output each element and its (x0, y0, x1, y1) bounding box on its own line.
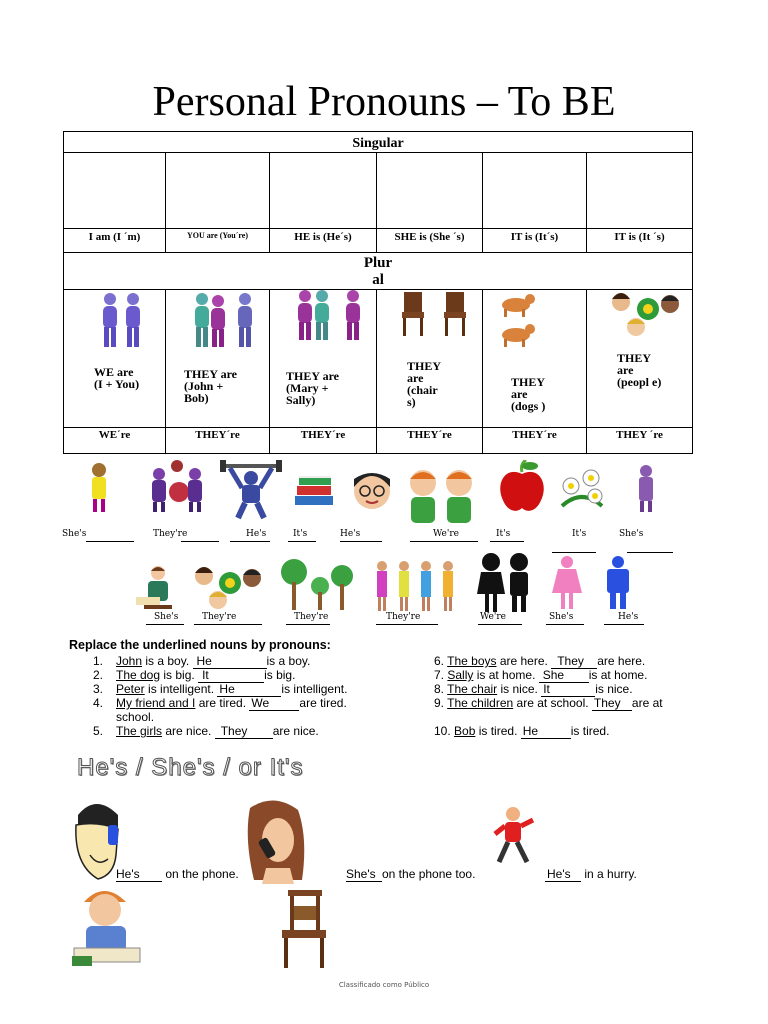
item-text: is tired. (475, 724, 518, 738)
contraction: THEY´re (166, 428, 270, 454)
answer-line (552, 552, 596, 553)
answer-line (146, 624, 184, 625)
singular-image-cell (64, 153, 166, 229)
underlined-noun: Bob (454, 724, 476, 738)
contraction: WE´re (64, 428, 166, 454)
underlined-noun: The children (447, 696, 514, 710)
row2-label: She's (154, 612, 179, 622)
row2-label: They're (294, 612, 329, 622)
answer-line (288, 541, 316, 542)
item-number: 2. (93, 668, 104, 682)
answer-line (230, 541, 270, 542)
answer-line (194, 624, 262, 625)
row2-label: They're (386, 612, 421, 622)
two-people-icon (95, 290, 150, 350)
item-text: is big. (264, 668, 296, 682)
item-text: is nice. (595, 682, 633, 696)
contraction: THEY´re (270, 428, 377, 454)
exercise-item-3 (93, 682, 347, 697)
singular-form: IT is (It ´s) (587, 229, 693, 253)
chair-icon (280, 888, 328, 970)
item-text: is a boy. (266, 654, 311, 668)
item-text: are here. (597, 654, 646, 668)
answer-line (376, 624, 438, 625)
plural-form: THEY are (Mary + Sally) (286, 369, 339, 407)
contraction: THEY ´re (587, 428, 693, 454)
answer-line (604, 624, 644, 625)
exercise-item-10 (434, 724, 609, 739)
row1-label: She's (619, 529, 644, 539)
answer-line (340, 541, 382, 542)
item-number: 3. (93, 682, 104, 696)
sentence-3 (545, 867, 637, 882)
woman-reading-icon (134, 563, 176, 611)
item-text: is big. (160, 668, 195, 682)
singular-image-cell (166, 153, 270, 229)
singular-image-cell (377, 153, 483, 229)
plural-form: WE are (I + You) (94, 365, 140, 391)
answer-line (86, 541, 134, 542)
boy-face-icon (348, 465, 396, 513)
underlined-noun: The boys (447, 654, 497, 668)
twins-icon (405, 465, 477, 525)
running-boy-icon (493, 806, 537, 868)
answer: They (592, 696, 632, 711)
answer: She's (346, 867, 382, 882)
item-number: 4. (93, 696, 104, 710)
exercise-item-9 (434, 696, 663, 711)
people-faces-icon (608, 289, 683, 339)
row2-label: We're (480, 612, 506, 622)
sentence-2 (346, 867, 475, 882)
item-number: 9. (434, 696, 445, 710)
answer: He's (545, 867, 581, 882)
row1-label: It's (293, 529, 308, 539)
answer-line (627, 552, 673, 553)
exercise-item-8 (434, 682, 633, 697)
row1-label: He's (340, 529, 361, 539)
singular-form: YOU are (You´re) (166, 229, 270, 253)
row2-label: She's (549, 612, 574, 622)
apple-icon (496, 460, 548, 515)
answer: It (198, 668, 264, 683)
answer-line (410, 541, 478, 542)
answer: He (193, 654, 267, 669)
trees-icon (280, 558, 354, 612)
answer: She (539, 668, 589, 683)
item-text: is a boy. (142, 654, 190, 668)
sentence-text: on the phone. (162, 867, 239, 881)
row1-label: It's (572, 529, 587, 539)
sentence-1 (116, 867, 239, 882)
row1-label: We're (433, 529, 459, 539)
item-text: are tired. (299, 696, 347, 710)
woman-icon (632, 463, 660, 513)
item-text: is intelligent. (281, 682, 348, 696)
underlined-noun: Sally (447, 668, 474, 682)
singular-image-cell (483, 153, 587, 229)
sentence-text: in a hurry. (581, 867, 637, 881)
item-text: are at (631, 696, 663, 710)
pronoun-table (63, 131, 693, 454)
plural-header (64, 253, 693, 290)
singular-form: I am (I ´m) (64, 229, 166, 253)
people-faces-icon (192, 563, 264, 611)
girl-icon (87, 462, 111, 514)
singular-image-cell (587, 153, 693, 229)
row1-label: She's (62, 529, 87, 539)
exercise-item-5 (93, 724, 319, 739)
couple-people-icon (295, 288, 365, 343)
plural-form: THEY are (chair s) (407, 359, 441, 409)
item-text: is tired. (570, 724, 610, 738)
dogs-icon (496, 289, 541, 354)
item-number: 7. (434, 668, 445, 682)
underlined-noun: The chair (447, 682, 498, 696)
item-number: 10. (434, 724, 451, 738)
group-people-icon (190, 290, 260, 350)
footer-classification: Classificado como Público (338, 981, 430, 989)
singular-form: IT is (It´s) (483, 229, 587, 253)
item-text: are nice. (162, 724, 212, 738)
exercise-item-1 (93, 654, 310, 669)
underlined-noun: The girls (116, 724, 163, 738)
sentence-text: on the phone too. (382, 867, 476, 881)
item-text: are at school. (513, 696, 589, 710)
section2-heading: He's / She's / or It's (77, 754, 304, 781)
row2-label: They're (202, 612, 237, 622)
books-icon (293, 470, 335, 508)
item-continuation: school. (116, 710, 155, 724)
exercise-item-6 (434, 654, 645, 669)
answer-line (286, 624, 330, 625)
answer: They (215, 724, 273, 739)
item-text: is intelligent. (144, 682, 215, 696)
item-text: are tired. (195, 696, 247, 710)
chairs-icon (398, 290, 470, 340)
item-number: 1. (93, 654, 104, 668)
row1-label: He's (246, 529, 267, 539)
underlined-noun: John (116, 654, 143, 668)
answer: He (217, 682, 281, 697)
plural-header-line2: al (372, 272, 384, 288)
flowers-icon (557, 468, 607, 510)
plural-form: THEY are (dogs ) (511, 375, 546, 413)
answer-line (490, 541, 524, 542)
women-group-icon (372, 558, 458, 614)
exercise-item-4 (93, 696, 347, 711)
plural-form: THEY are (John + Bob) (184, 367, 237, 405)
exercise-item-2 (93, 668, 295, 683)
row2-label: He's (618, 612, 639, 622)
weightlifter-icon (220, 460, 282, 520)
item-text: are nice. (272, 724, 319, 738)
singular-image-cell (270, 153, 377, 229)
row1-label: They're (153, 529, 188, 539)
item-text: is at home. (473, 668, 536, 682)
answer: He (521, 724, 571, 739)
answer: It (541, 682, 595, 697)
item-number: 6. (434, 654, 445, 668)
boy-studying-icon (70, 884, 144, 970)
woman-symbol-icon (550, 555, 584, 611)
singular-header: Singular (64, 132, 693, 153)
item-number: 5. (93, 724, 104, 738)
plural-form: THEY are (peopl e) (617, 351, 662, 389)
underlined-noun: Peter (116, 682, 145, 696)
row1-label: It's (496, 529, 511, 539)
contraction: THEY´re (483, 428, 587, 454)
man-symbol-icon (601, 555, 635, 611)
underlined-noun: My friend and I (116, 696, 196, 710)
answer: They (551, 654, 597, 669)
silhouette-couple-icon (477, 552, 533, 614)
item-text: is at home. (588, 668, 648, 682)
item-number: 8. (434, 682, 445, 696)
item-text: is nice. (497, 682, 538, 696)
answer-line (478, 624, 522, 625)
answer: We (249, 696, 299, 711)
band-icon (147, 458, 207, 514)
answer-line (181, 541, 219, 542)
exercise-heading: Replace the underlined nouns by pronouns: (69, 638, 331, 652)
answer: He's (116, 867, 162, 882)
singular-form: SHE is (She ´s) (377, 229, 483, 253)
item-text: are here. (496, 654, 548, 668)
exercise-item-7 (434, 668, 647, 683)
plural-header-line1: Plur (363, 255, 393, 271)
contraction: THEY´re (377, 428, 483, 454)
page-title: Personal Pronouns – To BE (152, 79, 616, 125)
underlined-noun: The dog (116, 668, 161, 682)
singular-form: HE is (He´s) (270, 229, 377, 253)
woman-on-phone-icon (244, 798, 312, 884)
answer-line (546, 624, 584, 625)
